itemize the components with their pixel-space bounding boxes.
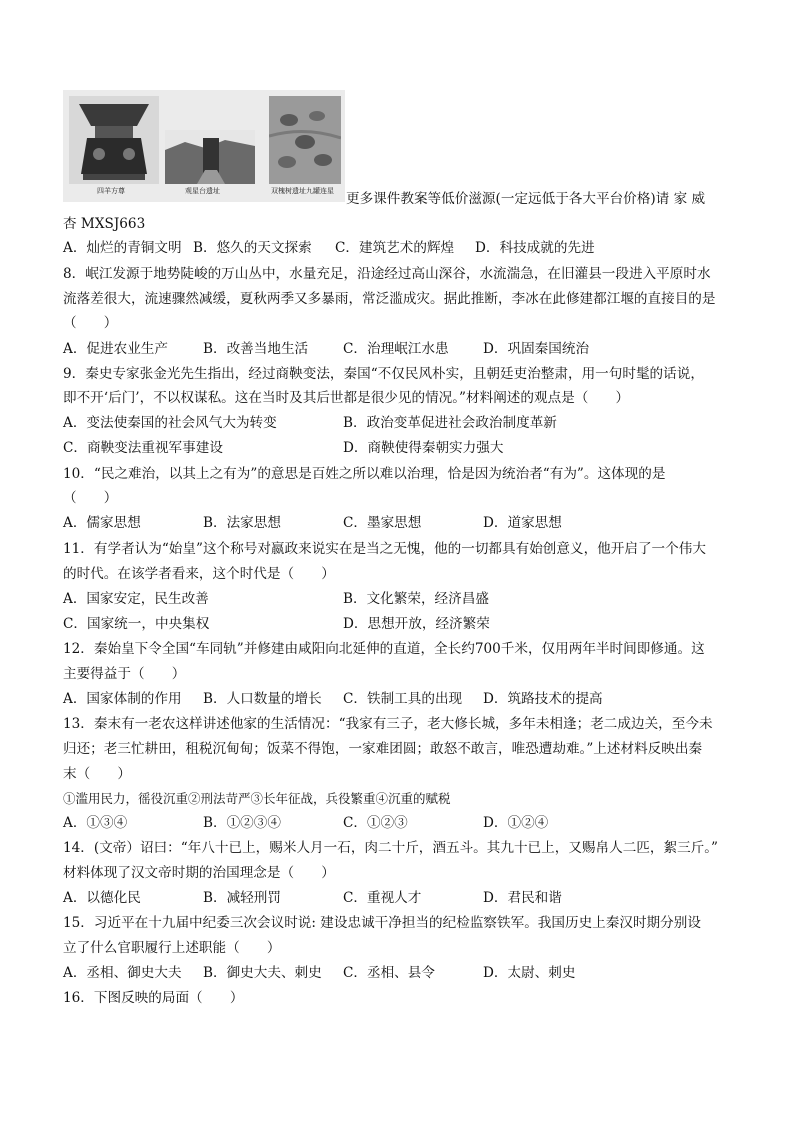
q11-option-b[interactable]: B．文化繁荣，经济昌盛	[343, 591, 489, 607]
q15-options	[63, 963, 575, 983]
q10-option-c[interactable]: C．墨家思想	[343, 515, 422, 531]
q10-option-b[interactable]: B．法家思想	[203, 515, 281, 531]
q15-option-b[interactable]: B．御史大夫、刺史	[203, 965, 322, 981]
q11-options-row1	[63, 589, 489, 609]
q14-option-a[interactable]: A．以德化民	[63, 890, 141, 906]
q12-option-d[interactable]: D．筑路技术的提高	[483, 691, 603, 707]
q7-options	[63, 238, 595, 258]
q11-option-a[interactable]: A．国家安定，民生改善	[63, 591, 209, 607]
q13-option-a[interactable]: A．①③④	[63, 815, 128, 831]
q15-option-d[interactable]: D．太尉、刺史	[483, 965, 576, 981]
q9-options-row1	[63, 413, 557, 433]
q7-option-a[interactable]: A．灿烂的青铜文明	[63, 240, 182, 256]
q16-stem: 16．下图反映的局面（ ）	[63, 990, 244, 1006]
caption-observatory: 观星台遗址	[185, 187, 220, 195]
q12-option-c[interactable]: C．铁制工具的出现	[343, 691, 463, 707]
bronze-vessel-photo	[69, 96, 159, 184]
q9-option-b[interactable]: B．政治变革促进社会政治制度革新	[343, 415, 557, 431]
q15-stem-2: 立了什么官职履行上述职能（ ）	[63, 940, 281, 956]
q14-option-d[interactable]: D．君民和谐	[483, 890, 562, 906]
q12-option-a[interactable]: A．国家体制的作用	[63, 691, 182, 707]
caption-site: 双槐树遗址九罐连星	[271, 187, 334, 195]
site-photo	[269, 96, 341, 184]
q13-option-d[interactable]: D．①②④	[483, 815, 549, 831]
q11-option-d[interactable]: D．思想开放，经济繁荣	[343, 616, 490, 632]
q8-stem-3: （ ）	[63, 315, 118, 331]
q14-options	[63, 888, 562, 908]
q8-option-b[interactable]: B．改善当地生活	[203, 341, 309, 357]
q7-option-d[interactable]: D．科技成就的先进	[475, 240, 595, 256]
q10-option-d[interactable]: D．道家思想	[483, 515, 562, 531]
q13-stem-1: 13．秦末有一老农这样讲述他家的生活情况：“我家有三子，老大修长城，多年未相逢；老二成边关，至今未	[63, 716, 713, 732]
q14-option-b[interactable]: B．减轻刑罚	[203, 890, 281, 906]
q8-stem-1: 8．岷江发源于地势陡峻的万山丛中，水量充足，沿途经过高山深谷，水流湍急，在旧灌县一段进入平原时水	[63, 266, 711, 282]
q11-stem-1: 11．有学者认为“始皇”这个称号对嬴政来说实在是当之无愧，他的一切都具有始创意义，他开启了一个伟大	[63, 541, 706, 557]
q10-option-a[interactable]: A．儒家思想	[63, 515, 141, 531]
q8-options	[63, 339, 589, 359]
q11-stem-2: 的时代。在该学者看来，这个时代是（ ）	[63, 566, 335, 582]
q9-stem-2: 即不开‘后门’，不以权谋私。这在当时及其后世都是很少见的情况。”材料阐述的观点是（ ）	[63, 390, 630, 406]
q12-option-b[interactable]: B．人口数量的增长	[203, 691, 322, 707]
q12-stem-2: 主要得益于（ ）	[63, 666, 186, 682]
q9-options-row2	[63, 438, 503, 458]
q10-options	[63, 513, 562, 533]
q11-options-row2	[63, 614, 490, 634]
q9-option-c[interactable]: C．商鞅变法重视军事建设	[63, 440, 223, 456]
q7-option-c[interactable]: C．建筑艺术的辉煌	[335, 240, 455, 256]
q11-option-c[interactable]: C．国家统一，中央集权	[63, 616, 210, 632]
q13-option-c[interactable]: C．①②③	[343, 815, 408, 831]
q14-stem-2: 材料体现了汉文帝时期的治国理念是（ ）	[63, 865, 335, 881]
q15-option-a[interactable]: A．丞相、御史大夫	[63, 965, 182, 981]
q13-items: ①滥用民力，徭役沉重②刑法苛严③长年征战，兵役繁重④沉重的赋税	[63, 791, 451, 806]
q9-stem-1: 9．秦史专家张金光先生指出，经过商鞅变法，秦国“不仅民风朴实，且朝廷吏治整肃，用一句时髦的话说，	[63, 366, 704, 382]
caption-bronze: 四羊方尊	[97, 187, 125, 195]
q14-option-c[interactable]: C．重视人才	[343, 890, 422, 906]
photo-strip	[63, 90, 345, 202]
q13-stem-3: 末（ ）	[63, 766, 131, 782]
q9-option-a[interactable]: A．变法使秦国的社会风气大为转变	[63, 415, 277, 431]
q10-stem-2: （ ）	[63, 490, 118, 506]
q10-stem-1: 10．“民之难治，以其上之有为”的意思是百姓之所以难以治理，恰是因为统治者“有为”。这体现的是	[63, 466, 666, 482]
q8-option-d[interactable]: D．巩固秦国统治	[483, 341, 590, 357]
q15-stem-1: 15．习近平在十九届中纪委三次会议时说: 建设忠诚干净担当的纪检监察铁军。我国历史上秦汉时期分别设	[63, 915, 701, 931]
observatory-photo	[165, 130, 255, 184]
promo-text: 更多课件教案等低价滋源(一定远低于各大平台价格)请 家 威	[346, 191, 706, 207]
q8-stem-2: 流落差很大，流速骤然减缓，夏秋两季又多暴雨，常泛滥成灾。据此推断，李冰在此修建都江堰的直接目的是	[63, 291, 716, 307]
q7-option-b[interactable]: B．悠久的天文探索	[193, 240, 312, 256]
q12-options	[63, 689, 603, 709]
q8-option-c[interactable]: C．治理岷江水患	[343, 341, 449, 357]
q12-stem-1: 12．秦始皇下令全国“车同轨”并修建由咸阳向北延伸的直道，全长约700千米，仅用两年半时间即修通。这	[63, 641, 705, 657]
q13-stem-2: 归还；老三忙耕田，租税沉甸甸；饭菜不得饱，一家难团圆；敢怒不敢言，唯恐遭劫难。”上述材料反映出秦	[63, 741, 703, 757]
q9-option-d[interactable]: D．商鞅使得秦朝实力强大	[343, 440, 504, 456]
q15-option-c[interactable]: C．丞相、县令	[343, 965, 435, 981]
q13-option-b[interactable]: B．①②③④	[203, 815, 281, 831]
q14-stem-1: 14．(文帝）诏曰：“年八十已上，赐米人月一石，肉二十斤，酒五斗。其九十已上，又赐帛人二匹，絮三斤。”	[63, 840, 719, 856]
promo-text-2: 杏 MXSJ663	[63, 216, 146, 232]
q13-options	[63, 813, 548, 833]
q8-option-a[interactable]: A．促进农业生产	[63, 341, 168, 357]
